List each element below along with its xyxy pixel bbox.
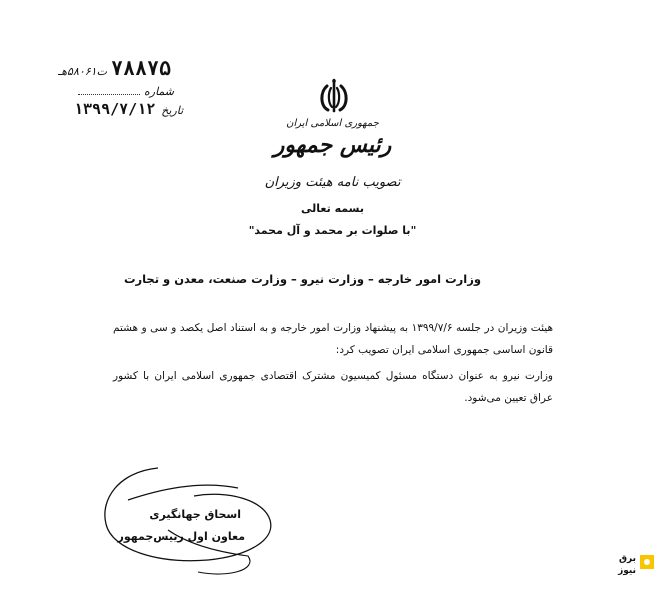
signatory-name: اسحاق جهانگیری [149, 508, 241, 521]
barq-news-logo [598, 553, 654, 585]
logo-text [618, 553, 636, 577]
date-value: ۱۳۹۹/۷/۱۲ [74, 100, 156, 118]
republic-title: جمهوری اسلامی ایران [286, 118, 379, 129]
logo-mark-icon [640, 555, 654, 569]
salawat: "با صلوات بر محمد و آل محمد" [248, 224, 417, 237]
reference-code: ت۵۸۰۶۱هـ [58, 65, 107, 78]
iran-emblem-icon [314, 76, 354, 116]
recipients: وزارت امور خارجه – وزارت نیرو – وزارت صنعت، معدن و تجارت [123, 272, 481, 286]
logo-line-2: نیوز [618, 566, 636, 576]
date-label: تاریخ [161, 104, 184, 117]
bismillah: بسمه تعالی [301, 202, 364, 215]
body-paragraph-1: هیئت وزیران در جلسه ۱۳۹۹/۷/۶ به پیشنهاد وزارت امور خارجه و به استناد اصل یکصد و سی و هشتم قانون اساسی جمهوری اسلامی ایران تصویب کرد: [113, 322, 553, 356]
reference-number: ۷۸۸۷۵ [110, 56, 172, 80]
body-paragraph-2: وزارت نیرو به عنوان دستگاه مسئول کمیسیون مشترک اقتصادی جمهوری اسلامی ایران با کشور عراق تعیین می‌شود. [113, 370, 553, 404]
number-label: شماره [144, 85, 175, 98]
reference-number-row [58, 56, 171, 80]
subtitle: تصویب نامه هیئت وزیران [264, 175, 401, 190]
logo-line-1: برق [618, 554, 636, 564]
number-dotted-line [78, 84, 140, 95]
signatory-title: معاون اول رییس‌جمهور [117, 530, 245, 543]
office-title: رئیس جمهور [273, 132, 392, 158]
number-label-row [78, 84, 174, 98]
date-row [74, 100, 183, 118]
